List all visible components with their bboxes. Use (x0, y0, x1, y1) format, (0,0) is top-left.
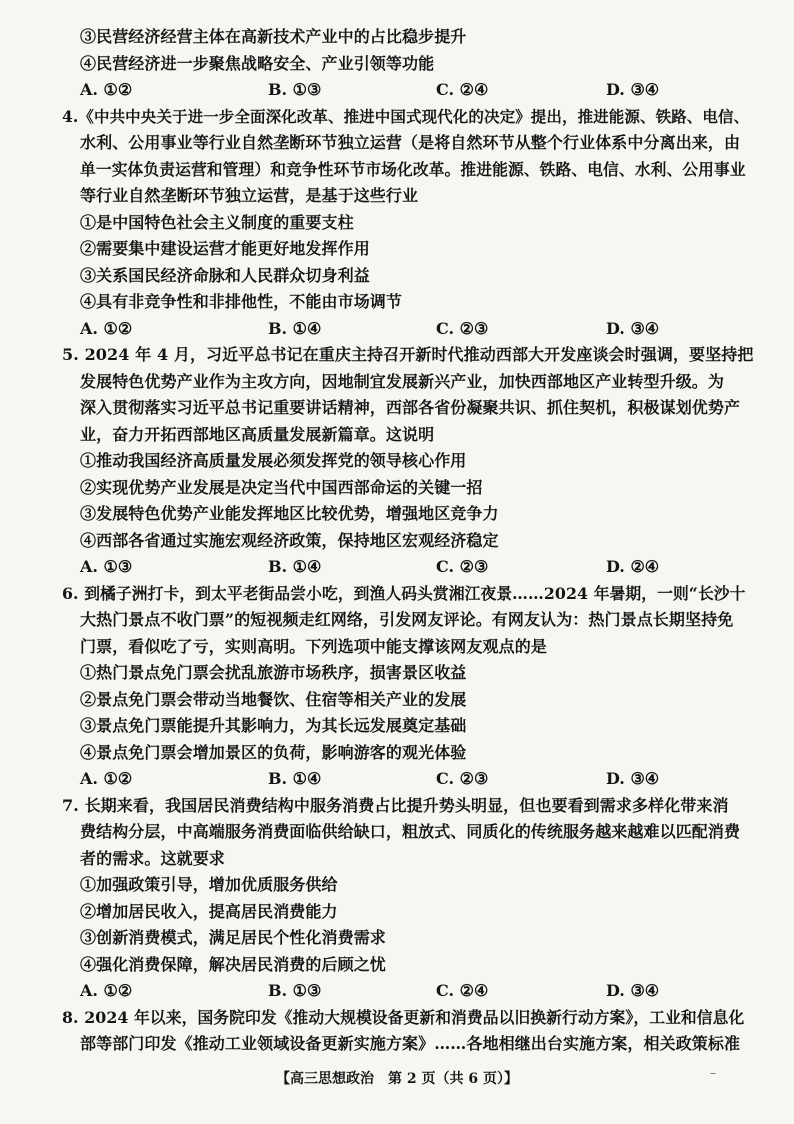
page-footer: 【高三思想政治 第 2 页（共 6 页）】 (276, 1071, 518, 1087)
q5-item-4: ④西部各省通过实施宏观经济政策，保持地区宏观经济稳定 (80, 530, 499, 550)
q3-item-4: ④民营经济进一步聚焦战略安全、产业引领等功能 (80, 53, 435, 73)
q6-choice-a: A. ①② (80, 769, 133, 788)
q7-choice-c: C. ②④ (436, 981, 489, 1000)
q4-choice-d: D. ③④ (606, 318, 660, 338)
q6-item-4: ④景点免门票会增加景区的负荷，影响游客的观光体验 (80, 742, 467, 762)
q7-item-1: ①加强政策引导，增加优质服务供给 (80, 875, 338, 894)
q7-item-3: ③创新消费模式，满足居民个性化消费需求 (80, 928, 386, 947)
q8-stem-line-1: 8. 2024 年以来，国务院印发《推动大规模设备更新和消费品以旧换新行动方案》，工业和信息化 (62, 1007, 745, 1027)
q4-stem-line-3: 单一实体负责运营和管理）和竞争性环节市场化改革。推进能源、铁路、电信、水利、公用事业 (80, 159, 746, 179)
q4-choice-b: B. ①④ (268, 318, 322, 338)
q5-stem-line-2: 发展特色优势产业作为主攻方向，因地制宜发展新兴产业，加快西部地区产业转型升级。为 (80, 371, 725, 391)
page-content (62, 24, 752, 1058)
q4-choice-c: C. ②③ (436, 318, 489, 338)
q7-item-4: ④强化消费保障，解决居民消费的后顾之忧 (80, 954, 386, 974)
q5-choices (62, 554, 752, 581)
q6-stem-line-2: 大热门景点不收门票”的短视频走红网络，引发网友评论。有网友认为：热门景点长期坚持免 (80, 610, 734, 629)
q6-stem-line-3: 门票，看似吃了亏，实则高明。下列选项中能支撑该网友观点的是 (80, 636, 547, 656)
q5-choice-a: A. ①③ (80, 557, 133, 576)
q4-item-1: ①是中国特色社会主义制度的重要支柱 (80, 212, 354, 232)
q3-choice-c: C. ②④ (436, 80, 489, 99)
q6-item-2: ②景点免门票会带动当地餐饮、住宿等相关产业的发展 (80, 689, 467, 709)
q6-stem-line-1: 6. 到橘子洲打卡，到太平老街品尝小吃，到渔人码头赏湘江夜景……2024 年暑期，一则“长沙十 (62, 583, 746, 603)
q6-choice-b: B. ①④ (268, 769, 322, 788)
q7-choice-b: B. ①③ (268, 981, 322, 1000)
q3-item-3: ③民营经济经营主体在高新技术产业中的占比稳步提升 (80, 27, 467, 46)
q5-item-2: ②实现优势产业发展是决定当代中国西部命运的关键一招 (80, 477, 483, 497)
q5-stem-line-3: 深入贯彻落实习近平总书记重要讲话精神，西部各省份凝聚共识、抓住契机，积极谋划优势产 (80, 398, 741, 417)
q4-choices (62, 316, 752, 343)
q6-item-1: ①热门景点免门票会扰乱旅游市场秩序，损害景区收益 (80, 663, 467, 682)
q7-choice-a: A. ①② (80, 981, 133, 1000)
q3-choice-a: A. ①② (80, 80, 133, 99)
q5-stem-line-1: 5. 2024 年 4 月，习近平总书记在重庆主持召开新时代推动西部大开发座谈会时强调，要坚持把 (62, 345, 754, 364)
q5-item-3: ③发展特色优势产业能发挥地区比较优势，增强地区竞争力 (80, 504, 499, 523)
q4-choice-a: A. ①② (80, 318, 133, 338)
q6-item-3: ③景点免门票能提升其影响力，为其长远发展奠定基础 (80, 716, 467, 735)
q6-choice-d: D. ③④ (606, 769, 660, 788)
q7-choices (62, 978, 752, 1005)
q5-item-1: ①推动我国经济高质量发展必须发挥党的领导核心作用 (80, 451, 467, 470)
q4-item-2: ②需要集中建设运营才能更好地发挥作用 (80, 239, 370, 258)
q5-choice-c: C. ②③ (436, 557, 489, 576)
q4-stem-line-4: 等行业自然垄断环节独立运营，是基于这些行业 (80, 186, 419, 205)
q4-stem-line-1: 4.《中共中央关于进一步全面深化改革、推进中国式现代化的决定》提出，推进能源、铁路、电信、 (62, 106, 750, 126)
q5-choice-d: D. ②④ (606, 557, 660, 576)
q8-stem-line-2: 部等部门印发《推动工业领域设备更新实施方案》……各地相继出台实施方案，相关政策标准 (80, 1034, 741, 1053)
q7-item-2: ②增加居民收入，提高居民消费能力 (80, 901, 338, 921)
q4-item-4: ④具有非竞争性和非排他性，不能由市场调节 (80, 292, 403, 311)
q7-stem-line-3: 者的需求。这就要求 (80, 848, 225, 868)
q5-choice-b: B. ①④ (268, 557, 322, 576)
q3-choice-d: D. ③④ (606, 80, 660, 99)
q4-item-3: ③关系国民经济命脉和人民群众切身利益 (80, 265, 370, 285)
q3-choice-b: B. ①③ (268, 80, 322, 99)
q5-stem-line-4: 业，奋力开拓西部地区高质量发展新篇章。这说明 (80, 424, 435, 444)
q7-choice-d: D. ③④ (606, 981, 660, 1000)
q6-choices (62, 766, 752, 793)
q7-stem-line-1: 7. 长期来看，我国居民消费结构中服务消费占比提升势头明显，但也要看到需求多样化带来消 (62, 795, 729, 815)
q7-stem-line-2: 费结构分层，中高端服务消费面临供给缺口，粗放式、同质化的传统服务越来越难以匹配消费 (80, 822, 741, 841)
q6-choice-c: C. ②③ (436, 769, 489, 788)
margin-mark: – (710, 1066, 716, 1080)
q4-stem-line-2: 水利、公用事业等行业自然垄断环节独立运营（是将自然环节从整个行业体系中分离出来，由 (80, 133, 741, 152)
q3-choices (62, 77, 752, 104)
